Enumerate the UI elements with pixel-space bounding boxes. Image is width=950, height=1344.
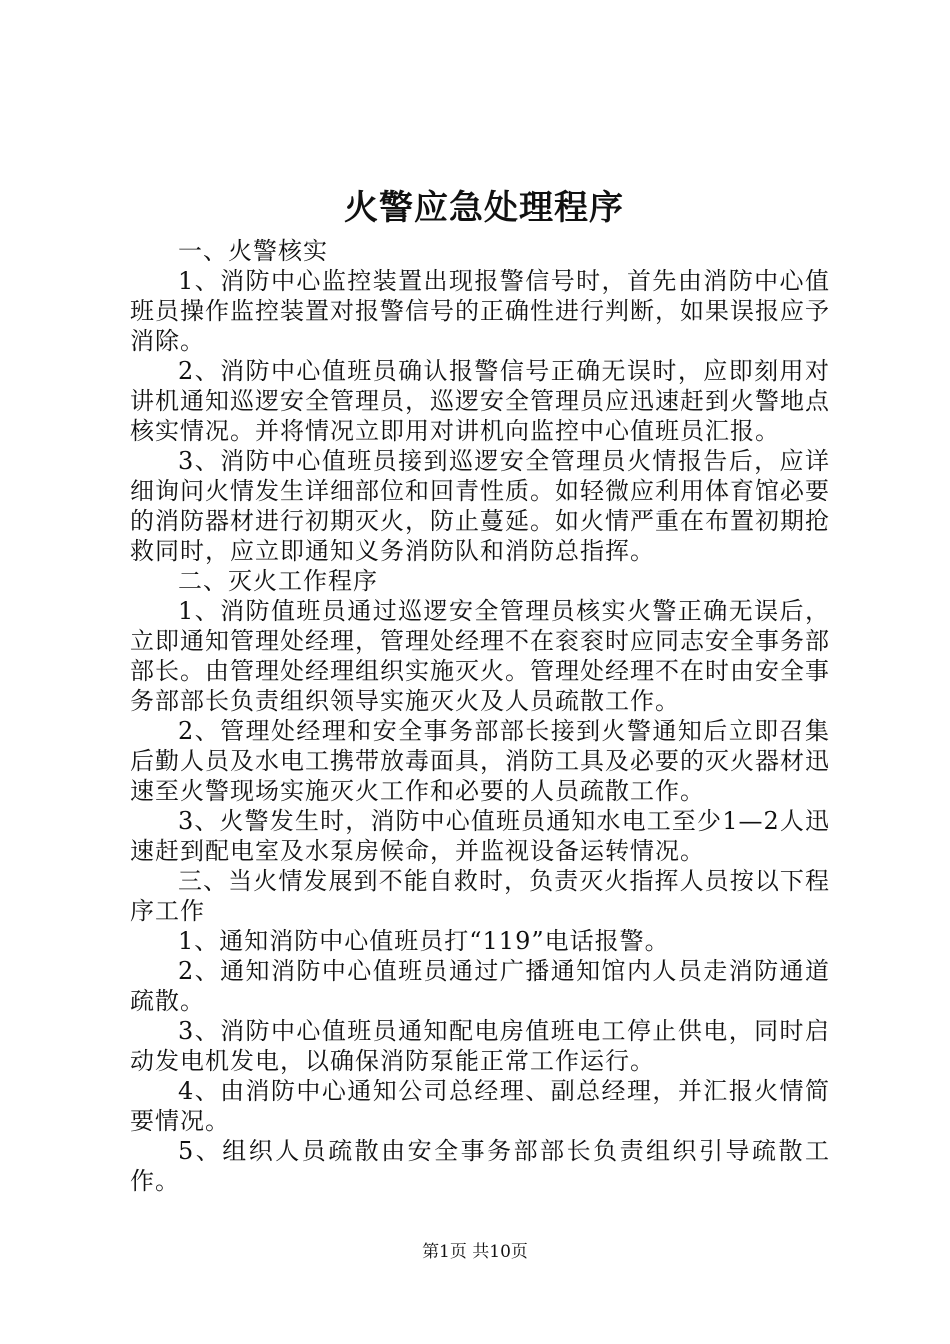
document-title: 火警应急处理程序 [344, 188, 624, 228]
paragraph: 1、消防中心监控装置出现报警信号时，首先由消防中心值班员操作监控装置对报警信号的正确性进行判断，如果误报应予消除。 [130, 267, 830, 355]
paragraph: 5、组织人员疏散由安全事务部部长负责组织引导疏散工作。 [130, 1137, 830, 1195]
paragraph: 1、消防值班员通过巡逻安全管理员核实火警正确无误后，立即通知管理处经理，管理处经理不在衮衮时应同志安全事务部部长。由管理处经理组织实施灭火。管理处经理不在时由安全事务部部长负责组织领导实施灭火及人员疏散工作。 [130, 597, 830, 715]
section-heading: 一、火警核实 [178, 237, 328, 265]
section-heading: 三、当火情发展到不能自救时，负责灭火指挥人员按以下程序工作 [130, 867, 830, 925]
paragraph: 2、消防中心值班员确认报警信号正确无误时，应即刻用对讲机通知巡逻安全管理员，巡逻安全管理员应迅速赶到火警地点核实情况。并将情况立即用对讲机向监控中心值班员汇报。 [130, 357, 830, 445]
paragraph: 3、消防中心值班员接到巡逻安全管理员火情报告后，应详细询问火情发生详细部位和回青性质。如轻微应利用体育馆必要的消防器材进行初期灭火，防止蔓延。如火情严重在布置初期抢救同时，应立即通知义务消防队和消防总指挥。 [130, 447, 830, 565]
page-number-footer: 第1页 共10页 [422, 1242, 528, 1262]
section-heading: 二、灭火工作程序 [178, 567, 378, 595]
document-body [130, 236, 830, 1196]
paragraph: 1、通知消防中心值班员打“119”电话报警。 [178, 927, 670, 955]
paragraph: 4、由消防中心通知公司总经理、副总经理，并汇报火情简要情况。 [130, 1077, 830, 1135]
paragraph: 3、火警发生时，消防中心值班员通知水电工至少1—2人迅速赶到配电室及水泵房候命，并监视设备运转情况。 [130, 807, 830, 865]
paragraph: 3、消防中心值班员通知配电房值班电工停止供电，同时启动发电机发电，以确保消防泵能正常工作运行。 [130, 1017, 830, 1075]
paragraph: 2、管理处经理和安全事务部部长接到火警通知后立即召集后勤人员及水电工携带放毒面具，消防工具及必要的灭火器材迅速至火警现场实施灭火工作和必要的人员疏散工作。 [130, 717, 830, 805]
document-page [130, 180, 830, 1196]
paragraph: 2、通知消防中心值班员通过广播通知馆内人员走消防通道疏散。 [130, 957, 830, 1015]
